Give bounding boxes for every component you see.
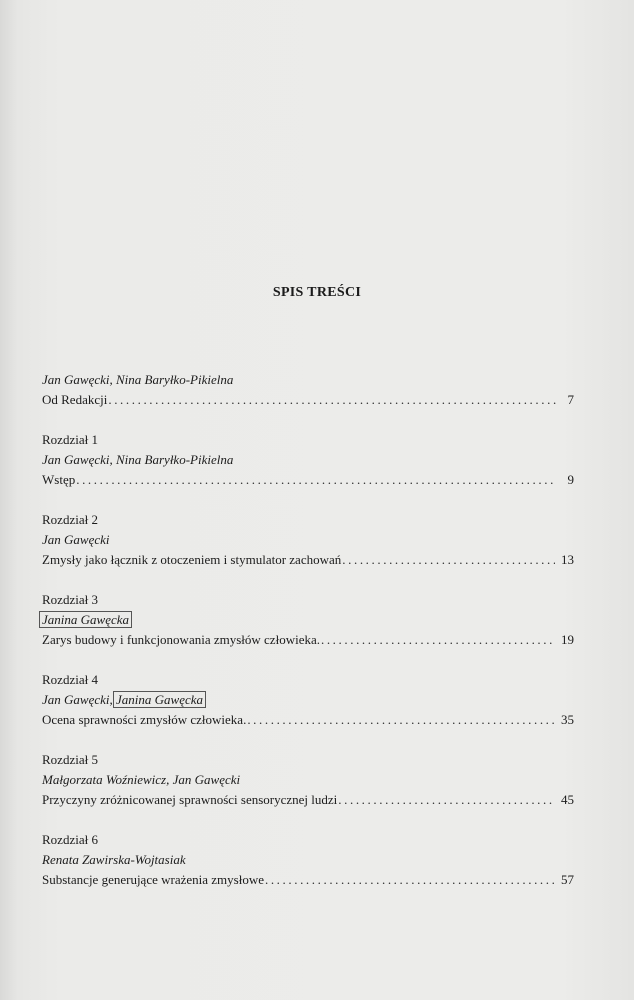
toc-authors: [42, 770, 574, 790]
toc-author-name: Jan Gawęcki: [42, 692, 110, 707]
toc-entry: [42, 670, 574, 730]
toc-entry: [42, 370, 574, 410]
toc-author-name: Jan Gawęcki: [42, 372, 110, 387]
toc-entry: [42, 750, 574, 810]
toc-title-line: [42, 390, 574, 410]
toc-leader-dots: [247, 710, 555, 730]
toc-authors: [42, 850, 574, 870]
toc-title: Zarys budowy i funkcjonowania zmysłów człowieka.: [42, 632, 320, 647]
toc-author-name: Janina Gawęcka: [39, 611, 132, 628]
toc-author-separator: ,: [109, 452, 117, 467]
toc-author-separator: ,: [166, 772, 173, 787]
toc-author-separator: ,: [109, 372, 117, 387]
toc-leader-dots: [108, 390, 556, 410]
toc-leader-dots: [76, 470, 556, 490]
toc-authors: [42, 690, 574, 710]
toc-title: Ocena sprawności zmysłów człowieka.: [42, 712, 247, 727]
toc-leader-dots: [321, 630, 555, 650]
toc-title-line: [42, 870, 574, 890]
toc-title: Substancje generujące wrażenia zmysłowe: [42, 872, 264, 887]
toc-authors: [42, 610, 574, 630]
toc-entry: [42, 590, 574, 650]
toc-author-name: Jan Gawęcki: [42, 452, 110, 467]
toc-leader-dots: [265, 870, 555, 890]
toc-title: Zmysły jako łącznik z otoczeniem i stymulator zachowań: [42, 552, 342, 567]
toc-leader-dots: [338, 790, 555, 810]
toc-author-name: Jan Gawęcki: [42, 532, 110, 547]
toc-author-name: Janina Gawęcka: [113, 691, 206, 708]
toc-page-number: 45: [561, 792, 574, 807]
toc-entry: [42, 510, 574, 570]
toc-page-number: 9: [567, 472, 574, 487]
toc-title: Wstęp: [42, 472, 76, 487]
toc-chapter-label: Rozdział 3: [42, 592, 98, 607]
toc-chapter-label: Rozdział 1: [42, 432, 98, 447]
toc-title-line: [42, 550, 574, 570]
toc-author-name: Nina Baryłko-Pikielna: [116, 372, 234, 387]
toc-authors: [42, 450, 574, 470]
toc-page-number: 57: [561, 872, 574, 887]
toc-title: Przyczyny zróżnicowanej sprawności sensorycznej ludzi: [42, 792, 338, 807]
page-title: SPIS TREŚCI: [272, 285, 362, 300]
toc-page-number: 35: [561, 712, 574, 727]
toc-authors: [42, 530, 574, 550]
toc-page-number: 13: [561, 552, 574, 567]
toc-title-line: [42, 790, 574, 810]
toc-author-name: Nina Baryłko-Pikielna: [116, 452, 234, 467]
toc-chapter-label: Rozdział 2: [42, 512, 98, 527]
toc-page-number: 19: [561, 632, 574, 647]
toc-author-separator: ,: [109, 692, 117, 707]
toc-entry: [42, 430, 574, 490]
toc-authors: [42, 370, 574, 390]
toc-title-line: [42, 630, 574, 650]
table-of-contents: [42, 370, 574, 910]
toc-title-line: [42, 710, 574, 730]
toc-chapter-label: Rozdział 4: [42, 672, 98, 687]
toc-author-name: Renata Zawirska-Wojtasiak: [42, 852, 186, 867]
toc-entry: [42, 830, 574, 890]
toc-author-name: Małgorzata Woźniewicz: [42, 772, 167, 787]
toc-chapter-label: Rozdział 6: [42, 832, 98, 847]
toc-page-number: 7: [567, 392, 574, 407]
toc-chapter-label: Rozdział 5: [42, 752, 98, 767]
toc-author-name: Jan Gawęcki: [172, 772, 241, 787]
toc-title-line: [42, 470, 574, 490]
toc-leader-dots: [342, 550, 555, 570]
toc-title: Od Redakcji: [42, 392, 108, 407]
